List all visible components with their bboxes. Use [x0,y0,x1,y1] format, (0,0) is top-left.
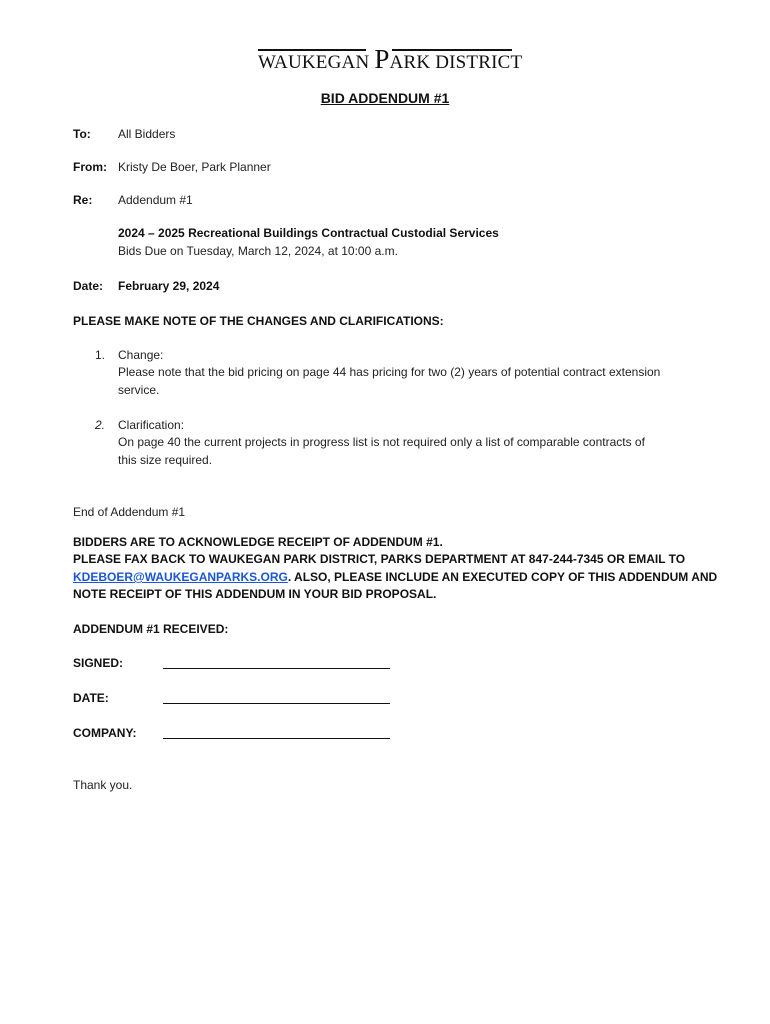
changes-heading: PLEASE MAKE NOTE OF THE CHANGES AND CLARIFICATIONS: [73,314,444,328]
from-label: From: [73,160,107,174]
logo-initial-p: P [374,44,390,74]
from-value: Kristy De Boer, Park Planner [118,160,271,174]
logo-word-park-district: ARK DISTRICT [389,52,523,73]
item-2-number: 2. [95,418,106,432]
item-2-line-1: On page 40 the current projects in progress list is not required only a list of comparable contracts of [118,435,645,449]
date-field-label: DATE: [73,691,109,705]
document-title: BID ADDENDUM #1 [320,90,450,106]
project-title: 2024 – 2025 Recreational Buildings Contractual Custodial Services [118,226,499,240]
to-value: All Bidders [118,127,176,141]
logo-word-waukegan: WAUKEGAN [258,52,375,73]
email-link[interactable]: KDEBOER@WAUKEGANPARKS.ORG [73,570,288,584]
re-value: Addendum #1 [118,193,193,207]
date-label: Date: [73,279,104,293]
bids-due: Bids Due on Tuesday, March 12, 2024, at 10:00 a.m. [118,244,398,258]
date-value: February 29, 2024 [118,279,220,293]
acknowledge-instruction: BIDDERS ARE TO ACKNOWLEDGE RECEIPT OF ADDENDUM #1. [73,535,443,549]
include-copy-instruction: . ALSO, PLEASE INCLUDE AN EXECUTED COPY OF THIS ADDENDUM AND [287,570,718,584]
waukegan-park-district-logo [256,44,523,74]
email-instruction-line [73,570,717,584]
closing-text: Thank you. [73,778,133,792]
company-line[interactable] [163,738,390,739]
item-2-line-2: this size required. [118,453,213,467]
item-1-line-1: Please note that the bid pricing on page 44 has pricing for two (2) years of potential contract extension [118,365,661,379]
fax-instruction: PLEASE FAX BACK TO WAUKEGAN PARK DISTRICT, PARKS DEPARTMENT AT 847-244-7345 OR EMAIL TO [73,552,686,566]
item-1-line-2: service. [118,383,160,397]
logo-text [258,46,522,74]
to-label: To: [73,127,91,141]
received-heading: ADDENDUM #1 RECEIVED: [73,622,229,636]
item-1-number: 1. [95,348,106,362]
item-2-heading: Clarification: [118,418,185,432]
signed-line[interactable] [163,668,390,669]
date-line[interactable] [163,703,390,704]
signed-label: SIGNED: [73,656,124,670]
note-receipt-instruction: NOTE RECEIPT OF THIS ADDENDUM IN YOUR BID PROPOSAL. [73,587,437,601]
company-label: COMPANY: [73,726,137,740]
re-label: Re: [73,193,93,207]
end-of-addendum: End of Addendum #1 [73,505,186,519]
item-1-heading: Change: [118,348,164,362]
